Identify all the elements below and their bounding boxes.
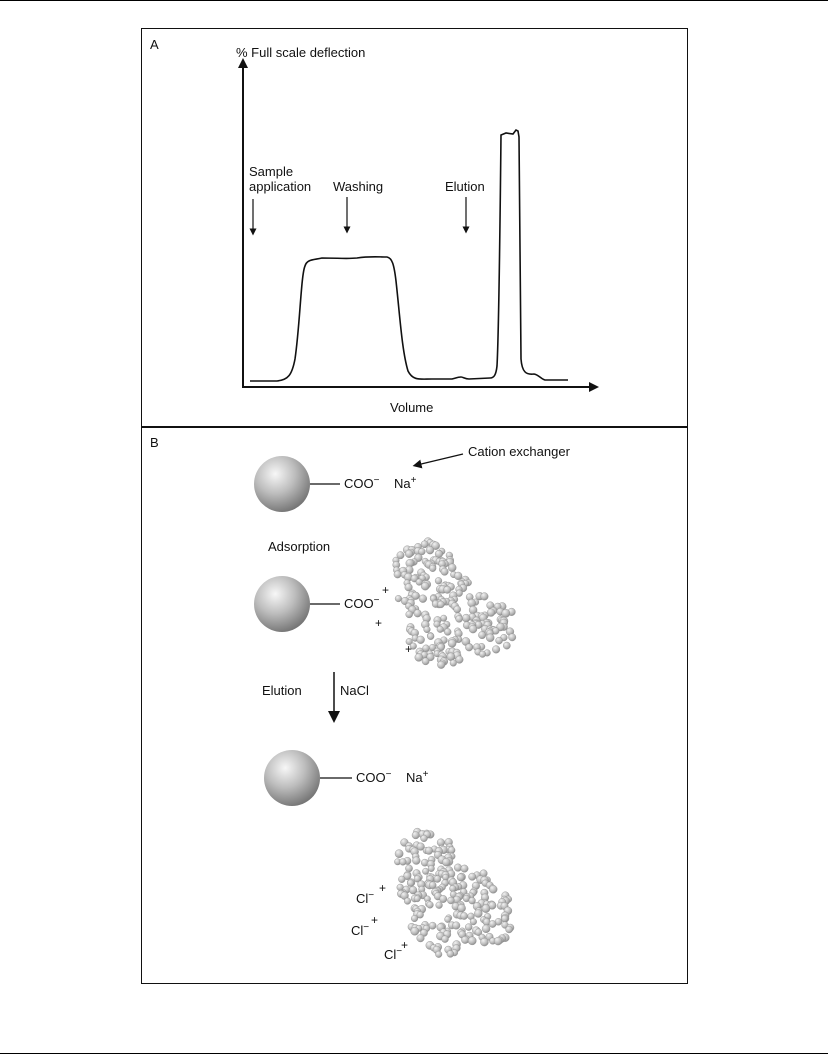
protein-atom — [441, 568, 448, 575]
protein-atom — [436, 902, 443, 909]
resin-bead-3 — [264, 750, 320, 806]
coo-group-2: COO− — [344, 595, 380, 611]
protein-atom — [427, 902, 434, 909]
protein-atom — [427, 633, 434, 640]
protein-atom — [480, 938, 488, 946]
protein-atom — [481, 593, 489, 601]
bottom-rule — [0, 1053, 828, 1054]
protein-atom — [447, 653, 455, 661]
protein-atom — [417, 934, 425, 942]
protein-atom — [496, 637, 503, 644]
protein-charge-3: + — [405, 642, 413, 656]
elution-marker-label: Elution — [445, 179, 485, 194]
protein-atom — [394, 571, 401, 578]
protein-atom — [448, 564, 456, 572]
chromatogram-svg — [142, 29, 687, 426]
protein-atom — [425, 847, 433, 855]
protein-atom — [450, 885, 457, 892]
protein-atom — [456, 615, 463, 622]
protein-atom — [437, 601, 444, 608]
protein-atom — [421, 582, 429, 590]
protein-atom — [462, 614, 470, 622]
protein-atom — [414, 610, 422, 618]
protein-atom — [435, 577, 442, 584]
protein-charge-5: + — [371, 913, 379, 927]
protein-atom — [502, 609, 510, 617]
protein-atom — [506, 926, 513, 933]
resin-bead-2 — [254, 576, 310, 632]
protein-atom — [457, 874, 464, 881]
chromatogram-trace — [250, 130, 568, 381]
protein-atom — [470, 918, 477, 925]
protein-atom — [479, 651, 486, 658]
protein-atom — [411, 915, 418, 922]
protein-atom — [469, 873, 476, 880]
protein-charge-1: + — [382, 583, 390, 597]
protein-atom — [448, 639, 456, 647]
protein-atom — [426, 546, 434, 554]
coo-group-3: COO− — [356, 769, 392, 785]
protein-atom — [461, 912, 468, 919]
protein-atom — [461, 936, 468, 943]
protein-atom — [452, 922, 460, 930]
protein-atom — [474, 910, 482, 918]
protein-atom — [405, 865, 412, 872]
protein-atom — [468, 599, 476, 607]
sample-marker-label-1: Sample — [249, 164, 294, 179]
cation-exchanger-label: Cation exchanger — [468, 444, 570, 459]
x-axis-label: Volume — [390, 400, 434, 415]
chloride-ion-3: Cl− — [384, 946, 403, 962]
protein-atom — [468, 937, 476, 945]
washing-marker-label: Washing — [333, 179, 384, 194]
protein-atom — [400, 859, 407, 866]
protein-atom — [442, 858, 450, 866]
na-ion-3: Na+ — [406, 769, 429, 785]
protein-atom — [405, 550, 413, 558]
protein-atom — [489, 885, 497, 893]
protein-atom — [492, 646, 500, 654]
protein-atom — [469, 625, 477, 633]
chloride-ion-1: Cl− — [356, 890, 375, 906]
protein-atom — [422, 658, 429, 665]
protein-charge-4: + — [379, 881, 387, 895]
protein-atom — [456, 656, 464, 664]
mechanism-svg — [142, 427, 687, 982]
protein-atom — [414, 896, 420, 902]
protein-atom — [428, 865, 434, 871]
adsorption-label: Adsorption — [268, 539, 331, 554]
protein-atom — [407, 880, 414, 887]
cation-exchanger-arrow — [417, 454, 463, 465]
panel-a-chromatogram — [141, 28, 688, 428]
protein-charge-6: + — [401, 938, 409, 952]
protein-atom — [465, 644, 472, 651]
resin-bead-1 — [254, 456, 310, 512]
protein-atom — [454, 864, 462, 872]
protein-atom — [395, 850, 403, 858]
protein-atom — [398, 876, 405, 883]
protein-atom — [461, 865, 468, 872]
protein-released — [394, 828, 514, 958]
protein-atom — [454, 606, 461, 613]
protein-atom — [442, 936, 449, 943]
y-axis-label: % Full scale deflection — [236, 45, 366, 60]
protein-atom — [435, 951, 442, 958]
protein-atom — [415, 653, 423, 661]
protein-atom — [412, 857, 420, 865]
protein-atom — [482, 905, 490, 913]
protein-atom — [404, 898, 411, 905]
protein-atom — [417, 636, 425, 644]
protein-atom — [486, 634, 494, 642]
top-rule — [0, 0, 828, 1]
sample-marker-label-2: application — [249, 179, 312, 194]
nacl-label: NaCl — [340, 683, 369, 698]
protein-atom — [406, 611, 413, 618]
protein-atom — [411, 927, 419, 935]
protein-atom — [417, 911, 424, 918]
protein-atom — [444, 628, 451, 635]
protein-atom — [412, 832, 419, 839]
protein-charge-2: + — [375, 616, 383, 630]
protein-atom — [434, 876, 441, 883]
protein-atom — [478, 631, 485, 638]
protein-atom — [503, 642, 510, 649]
protein-atom — [448, 847, 455, 854]
protein-atom — [450, 660, 457, 667]
panel-b-mechanism — [141, 426, 688, 984]
protein-atom — [494, 937, 502, 945]
protein-atom — [429, 922, 436, 929]
protein-atom — [440, 895, 447, 902]
protein-atom — [447, 897, 454, 904]
protein-atom — [422, 868, 428, 874]
panel-b-label: B — [150, 435, 159, 450]
protein-atom — [501, 915, 508, 922]
protein-atom — [424, 626, 431, 633]
chloride-ion-2: Cl− — [351, 922, 370, 938]
elution-step-label: Elution — [262, 683, 302, 698]
protein-atom — [509, 634, 516, 641]
protein-atom — [437, 626, 444, 633]
na-ion-1: Na+ — [394, 475, 417, 491]
protein-atom — [429, 565, 436, 572]
protein-atom — [482, 925, 490, 933]
protein-atom — [445, 916, 451, 922]
panel-a-label: A — [150, 37, 159, 52]
protein-atom — [447, 950, 454, 957]
protein-atom — [489, 920, 496, 927]
protein-atom — [419, 595, 427, 603]
protein-atom — [444, 586, 451, 593]
protein-atom — [421, 541, 428, 548]
protein-atom — [437, 661, 445, 669]
protein-atom — [421, 835, 428, 842]
protein-atom — [465, 924, 472, 931]
protein-atom — [395, 595, 402, 602]
coo-group-1: COO− — [344, 475, 380, 491]
